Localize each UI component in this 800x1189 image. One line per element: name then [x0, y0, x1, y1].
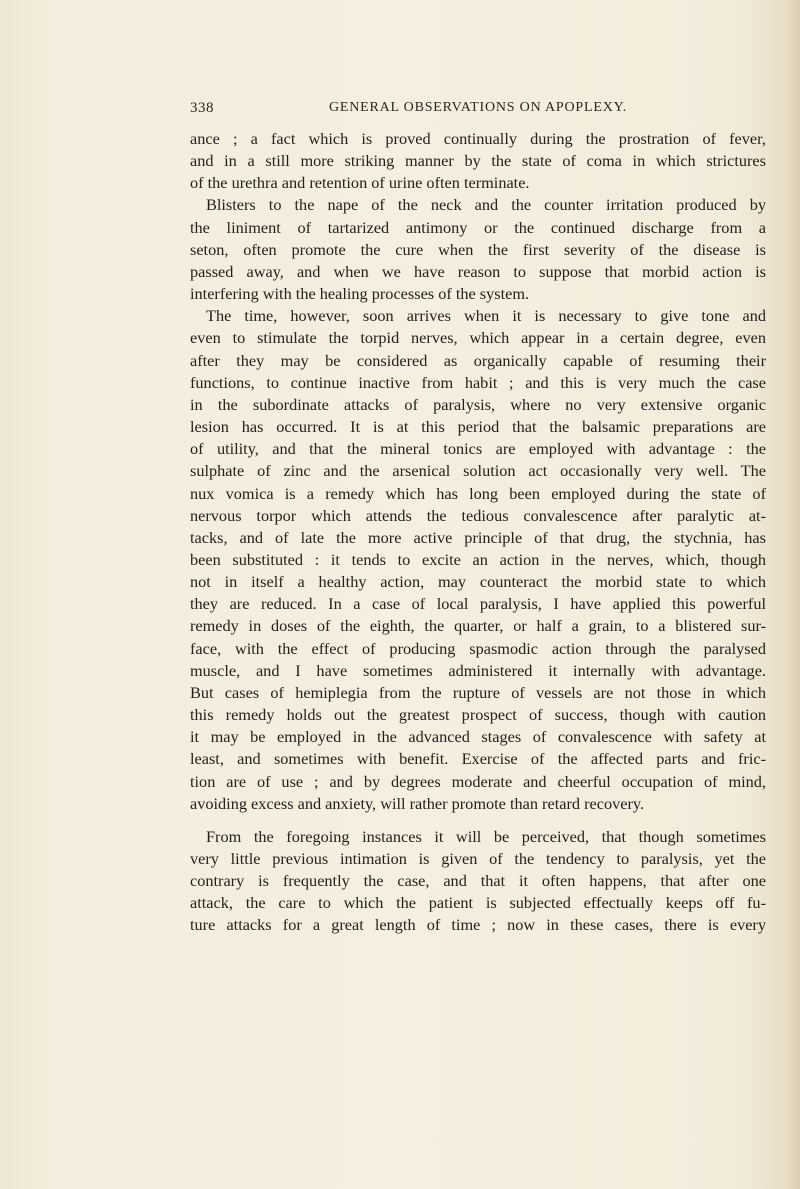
text-line: face, with the effect of producing spasmodic action through the paralysed — [190, 638, 766, 658]
paragraph-4 — [190, 826, 766, 937]
text-line: of the urethra and retention of urine often terminate. — [190, 173, 530, 193]
text-line: The time, however, soon arrives when it is necessary to give tone and — [206, 306, 766, 326]
text-line: contrary is frequently the case, and that it often happens, that after one — [190, 871, 766, 891]
text-line: not in itself a healthy action, may counteract the morbid state to which — [190, 572, 766, 592]
text-line: they are reduced. In a case of local paralysis, I have applied this powerful — [190, 594, 766, 614]
text-line: ture attacks for a great length of time ; now in these cases, there is every — [190, 915, 766, 935]
text-line: seton, often promote the cure when the first severity of the disease is — [190, 239, 766, 259]
text-line: this remedy holds out the greatest prospect of success, though with caution — [190, 705, 766, 725]
body-text — [190, 128, 766, 937]
text-line: avoiding excess and anxiety, will rather promote than retard recovery. — [190, 793, 645, 813]
text-line: interfering with the healing processes of the system. — [190, 284, 530, 304]
text-line: nux vomica is a remedy which has long been employed during the state of — [190, 483, 766, 503]
text-line: very little previous intimation is given of the tendency to paralysis, yet the — [190, 849, 766, 868]
text-line: even to stimulate the torpid nerves, which appear in a certain degree, even — [190, 328, 766, 348]
paragraph-gap — [190, 815, 766, 826]
text-line: Blisters to the nape of the neck and the counter irritation produced by — [206, 195, 766, 215]
text-line: nervous torpor which attends the tedious convalescence after paralytic at- — [190, 505, 766, 525]
text-line: functions, to continue inactive from habit ; and this is very much the case — [190, 372, 766, 392]
text-line: sulphate of zinc and the arsenical solution act occasionally very well. The — [190, 461, 766, 481]
text-line: tion are of use ; and by degrees moderate and cheerful occupation of mind, — [190, 771, 766, 791]
text-line: been substituted : it tends to excite an action in the nerves, which, though — [190, 549, 766, 569]
text-line: passed away, and when we have reason to suppose that morbid action is — [190, 261, 766, 281]
text-line: ance ; a fact which is proved continually during the prostration of fever, — [190, 129, 766, 148]
paragraph-3 — [190, 305, 766, 815]
text-line: least, and sometimes with benefit. Exercise of the affected parts and fric- — [190, 749, 766, 769]
running-title: GENERAL OBSERVATIONS ON APOPLEXY. — [328, 100, 628, 115]
text-line: attack, the care to which the patient is subjected effectually keeps off fu- — [190, 893, 766, 913]
text-line: it may be employed in the advanced stages of convalescence with safety at — [190, 727, 766, 747]
text-line: the liniment of tartarized antimony or the continued discharge from a — [190, 217, 766, 237]
text-line: of utility, and that the mineral tonics are employed with advantage : the — [190, 439, 766, 459]
text-line: muscle, and I have sometimes administered it internally with advantage. — [190, 660, 766, 680]
text-line: lesion has occurred. It is at this period that the balsamic preparations are — [190, 417, 766, 437]
text-line: in the subordinate attacks of paralysis, where no very extensive organic — [190, 394, 766, 414]
text-line: tacks, and of late the more active principle of that drug, the stychnia, has — [190, 527, 766, 547]
text-line: and in a still more striking manner by the state of coma in which strictures — [190, 151, 766, 171]
paragraph-2 — [190, 194, 766, 305]
paragraph-1 — [190, 128, 766, 194]
text-line: But cases of hemiplegia from the rupture of vessels are not those in which — [190, 682, 766, 702]
text-line: From the foregoing instances it will be perceived, that though sometimes — [206, 826, 766, 846]
text-line: after they may be considered as organically capable of resuming their — [190, 350, 766, 370]
running-head — [190, 100, 766, 122]
page-number: 338 — [190, 100, 214, 116]
text-line: remedy in doses of the eighth, the quarter, or half a grain, to a blistered sur- — [190, 616, 766, 636]
